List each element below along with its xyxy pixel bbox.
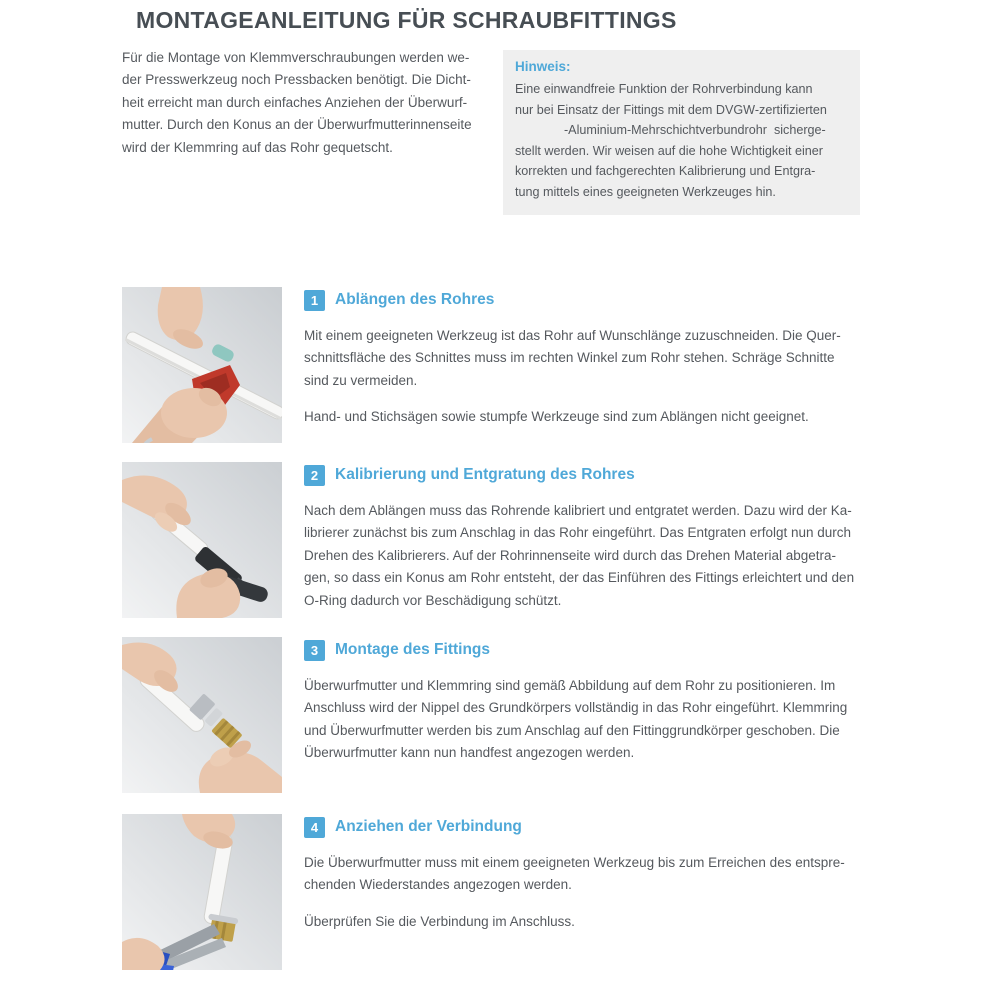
intro-paragraph: Für die Montage von Klemmverschraubungen werden we- der Presswerkzeug noch Pressbacken benötigt. Die Dicht- heit erreicht man durch einfaches Anziehen der Überwurf- mutter. Durch den Konus an der Überwurfmutterinnenseite wird der Klemmring auf das Rohr gequetscht. [122, 50, 472, 155]
fitting-assembly-illustration [122, 637, 282, 793]
step-4 [122, 814, 882, 970]
note-box [503, 50, 860, 215]
step-4-photo-tightening [122, 814, 282, 970]
step-4-number-badge: 4 [304, 817, 325, 838]
step-3-photo-fitting-assembly [122, 637, 282, 793]
step-1-title: Ablängen des Rohres [335, 291, 495, 308]
note-body: Eine einwandfreie Funktion der Rohrverbindung kann nur bei Einsatz der Fittings mit dem DVGW-zertifizierten -Aluminium-Mehrschichtverbundrohr sicherge- stellt werden. Wir weisen auf die hohe Wichtigkeit einer korrekten und fachgerechten Kalibrierung und Entgra- tung mittels eines geeigneten Werkzeuges hin. [515, 82, 827, 199]
step-2-photo-calibrating [122, 462, 282, 618]
step-4-paragraph-2: Überprüfen Sie die Verbindung im Anschluss. [304, 913, 575, 929]
step-3-title: Montage des Fittings [335, 641, 490, 658]
step-3 [122, 637, 882, 793]
pipe-cutting-illustration [122, 287, 282, 443]
pipe-calibration-illustration [122, 462, 282, 618]
step-3-number-badge: 3 [304, 640, 325, 661]
page-title: MONTAGEANLEITUNG FÜR SCHRAUBFITTINGS [136, 7, 677, 33]
step-1 [122, 287, 882, 443]
step-1-photo-pipe-cutting [122, 287, 282, 443]
step-3-paragraph-1: Überwurfmutter und Klemmring sind gemäß Abbildung auf dem Rohr zu positionieren. Im Anschluss wird der Nippel des Grundkörpers vollständig in das Rohr eingeführt. Klemmring und Überwurfmutter werden bis zum Anschlag auf den Fittinggrundkörper geschoben. Die Überwurfmutter kann nun handfest angezogen werden. [304, 678, 848, 761]
step-2-title: Kalibrierung und Entgratung des Rohres [335, 466, 635, 483]
step-1-paragraph-1: Mit einem geeigneten Werkzeug ist das Rohr auf Wunschlänge zuzuschneiden. Die Quer- schnittsfläche des Schnittes muss im rechten Winkel zum Rohr stehen. Schräge Schnitte sind zu vermeiden. [304, 328, 841, 388]
step-2-number-badge: 2 [304, 465, 325, 486]
step-4-paragraph-1: Die Überwurfmutter muss mit einem geeigneten Werkzeug bis zum Erreichen des entspre- chenden Wiederstandes angezogen werden. [304, 855, 845, 893]
step-4-title: Anziehen der Verbindung [335, 818, 522, 835]
tightening-connection-illustration [122, 814, 282, 970]
step-1-number-badge: 1 [304, 290, 325, 311]
step-2-paragraph-1: Nach dem Ablängen muss das Rohrende kalibriert und entgratet werden. Dazu wird der Ka- librierer zunächst bis zum Anschlag in das Rohr eingeführt. Das Entgraten erfolgt nun durch Drehen des Kalibrierers. Auf der Rohrinnenseite wird durch das Drehen Material abgetra- gen, so dass ein Konus am Rohr entsteht, der das Einführen des Fittings erleichtert und den O-Ring dadurch vor Beschädigung schützt. [304, 503, 855, 608]
note-title: Hinweis: [515, 59, 571, 74]
step-2 [122, 462, 882, 618]
step-1-paragraph-2: Hand- und Stichsägen sowie stumpfe Werkzeuge sind zum Ablängen nicht geeignet. [304, 409, 809, 425]
